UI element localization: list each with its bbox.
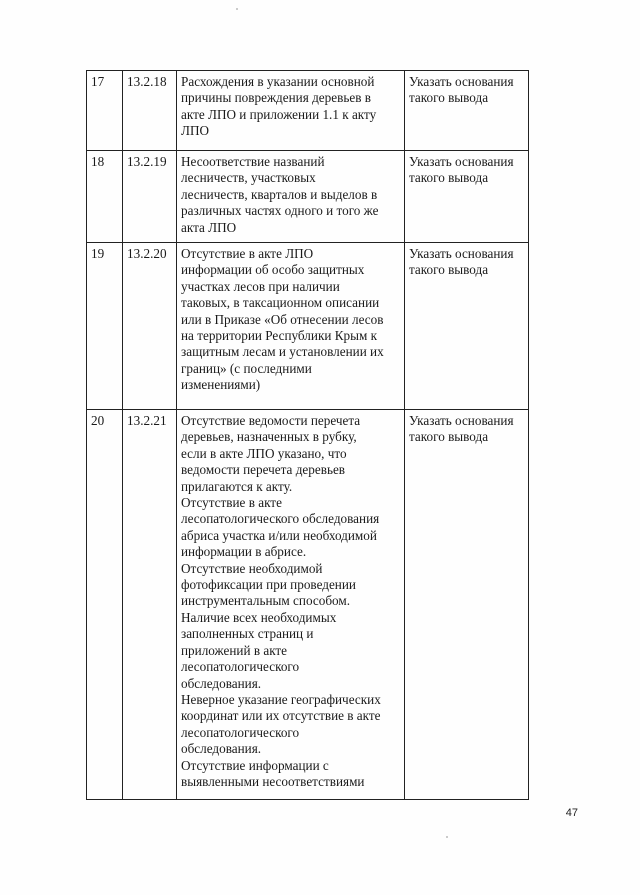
scan-speck (236, 8, 238, 10)
description-line: ведомости перечета деревьев (181, 462, 346, 478)
row-code: 13.2.20 (123, 243, 177, 410)
table-row (87, 71, 529, 151)
description-line: лесопатологического (181, 659, 300, 675)
description-line: Расхождения в указании основной (181, 74, 375, 89)
description-line: Отсутствие в акте (181, 495, 282, 511)
description-line: границ» (с последними (181, 360, 312, 376)
row-description (177, 151, 405, 243)
description-line: защитным лесам и установлении их (181, 344, 384, 360)
description-line: лесопатологического обследования (181, 511, 380, 527)
row-code: 13.2.19 (123, 151, 177, 243)
description-line: деревьев, назначенных в рубку, (181, 429, 357, 445)
row-action: Указать основания такого вывода (405, 151, 529, 243)
row-code: 13.2.21 (123, 410, 177, 800)
row-code: 13.2.18 (123, 71, 177, 151)
description-line: лесопатологического (181, 724, 300, 740)
description-line: различных частях одного и того же (181, 203, 379, 219)
row-description (177, 71, 405, 151)
row-action: Указать основания такого вывода (405, 71, 529, 151)
row-number: 18 (87, 151, 123, 243)
table-row (87, 243, 529, 410)
description-line: лесничеств, кварталов и выделов в (181, 186, 378, 202)
description-line: координат или их отсутствие в акте (181, 708, 381, 724)
description-line: акте ЛПО и приложении 1.1 к акту (181, 106, 377, 122)
description-line: на территории Республики Крым к (181, 328, 378, 344)
description-line: Отсутствие ведомости перечета (181, 413, 361, 428)
description-line: Отсутствие информации с (181, 757, 329, 773)
description-line: причины повреждения деревьев в (181, 90, 371, 106)
description-line: Наличие всех необходимых (181, 609, 337, 625)
row-number: 17 (87, 71, 123, 151)
description-line: информации об особо защитных (181, 262, 365, 278)
row-description (177, 410, 405, 800)
row-number: 19 (87, 243, 123, 410)
description-line: Отсутствие в акте ЛПО (181, 246, 314, 261)
description-line: инструментальным способом. (181, 593, 351, 609)
description-line: если в акте ЛПО указано, что (181, 445, 347, 461)
row-action: Указать основания такого вывода (405, 243, 529, 410)
scan-speck (446, 836, 448, 838)
description-line: Несоответствие названий (181, 154, 325, 169)
description-line: заполненных страниц и (181, 626, 314, 642)
table-row (87, 410, 529, 800)
table-row (87, 151, 529, 243)
description-line: изменениями) (181, 377, 261, 393)
description-line: ЛПО (181, 123, 209, 139)
description-line: Отсутствие необходимой (181, 560, 323, 576)
row-number: 20 (87, 410, 123, 800)
description-line: выявленными несоответствиями (181, 773, 365, 789)
description-line: лесничеств, участковых (181, 170, 316, 186)
description-line: приложений в акте (181, 642, 288, 658)
description-line: информации в абрисе. (181, 544, 307, 560)
row-action: Указать основания такого вывода (405, 410, 529, 800)
requirements-table (86, 70, 529, 800)
description-line: обследования. (181, 741, 262, 757)
description-line: фотофиксации при проведении (181, 577, 356, 593)
page-number: 47 (565, 807, 578, 819)
description-line: акта ЛПО (181, 219, 237, 235)
description-line: или в Приказе «Об отнесении лесов (181, 311, 384, 327)
description-line: Неверное указание географических (181, 691, 381, 707)
description-line: абриса участка и/или необходимой (181, 527, 377, 543)
description-line: прилагаются к акту. (181, 478, 293, 494)
row-description (177, 243, 405, 410)
description-line: обследования. (181, 675, 262, 691)
description-line: таковых, в таксационном описании (181, 295, 380, 311)
description-line: участках лесов при наличии (181, 278, 340, 294)
